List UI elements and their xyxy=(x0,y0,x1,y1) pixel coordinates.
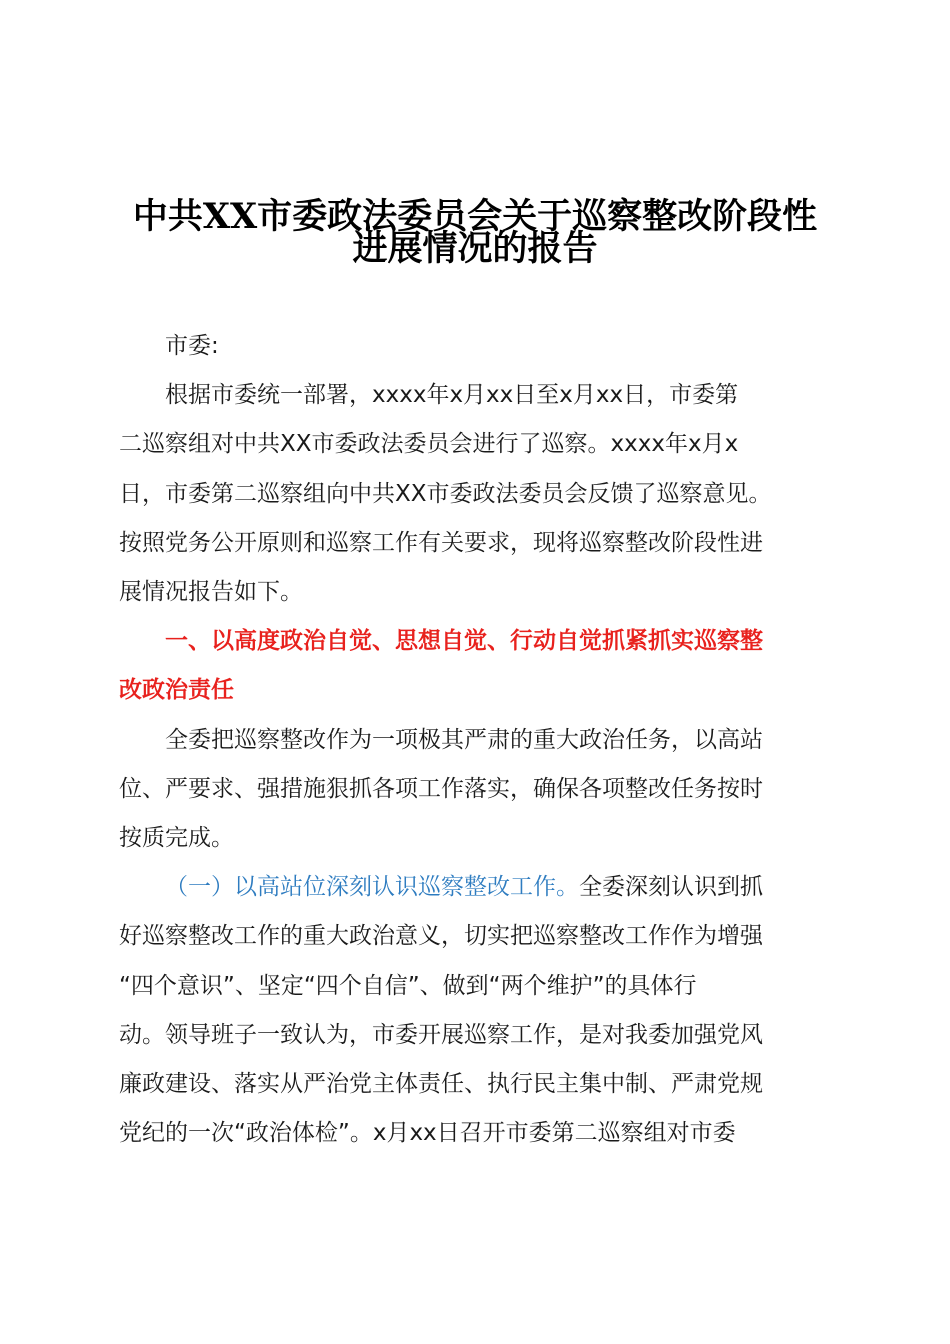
subsection-1-first-line xyxy=(119,863,833,912)
subsection-1-body-line: 动。领导班子一致认为，市委开展巡察工作，是对我委加强党风 xyxy=(119,1021,763,1048)
intro-line: 根据市委统一部署，xxxx年x月xx日至x月xx日，市委第 xyxy=(165,382,739,409)
subsection-1-body-line: 廉政建设、落实从严治党主体责任、执行民主集中制、严肃党规 xyxy=(119,1071,763,1098)
document-body xyxy=(119,322,833,1158)
subsection-1-first-line-rest: 全委深刻认识到抓 xyxy=(579,874,763,901)
section-1-body xyxy=(119,716,833,864)
subsection-1-heading: （一）以高站位深刻认识巡察整改工作。 xyxy=(165,874,579,901)
section-1-body-line: 按质完成。 xyxy=(119,825,234,852)
section-1-heading xyxy=(119,617,833,715)
intro-line: 按照党务公开原则和巡察工作有关要求，现将巡察整改阶段性进 xyxy=(119,529,763,556)
section-1-body-line: 全委把巡察整改作为一项极其严肃的重大政治任务，以高站 xyxy=(165,726,763,753)
subsection-1 xyxy=(119,863,833,1158)
subsection-1-body-line: 党纪的一次“政治体检”。x月xx日召开市委第二巡察组对市委 xyxy=(119,1120,736,1147)
intro-line: 二巡察组对中共XX市委政法委员会进行了巡察。xxxx年x月x xyxy=(119,431,739,458)
intro-paragraph xyxy=(119,371,833,617)
subsection-1-body-line: 好巡察整改工作的重大政治意义，切实把巡察整改工作作为增强 xyxy=(119,923,763,950)
intro-line: 展情况报告如下。 xyxy=(119,579,303,606)
section-1-heading-line: 改政治责任 xyxy=(119,677,234,704)
salutation: 市委: xyxy=(165,333,219,359)
document-title-line-2: 进展情况的报告 xyxy=(352,228,598,269)
section-1-body-line: 位、严要求、强措施狠抓各项工作落实，确保各项整改任务按时 xyxy=(119,775,763,802)
document-title-line-1: 中共XX市委政法委员会关于巡察整改阶段性 xyxy=(132,196,818,237)
intro-line: 日，市委第二巡察组向中共XX市委政法委员会反馈了巡察意见。 xyxy=(119,480,772,507)
subsection-1-body-line: “四个意识”、坚定“四个自信”、做到“两个维护”的具体行 xyxy=(119,972,697,999)
section-1-heading-line: 一、以高度政治自觉、思想自觉、行动自觉抓紧抓实巡察整 xyxy=(165,628,763,655)
